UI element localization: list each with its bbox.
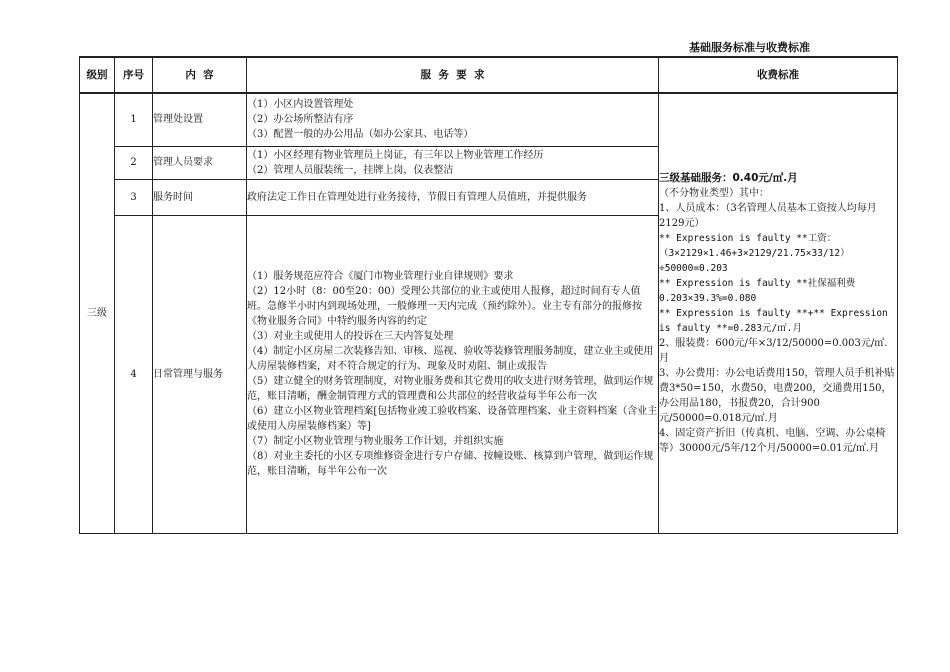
level-cell: 三级 xyxy=(80,93,115,533)
fee-line: ** Expression is faulty **社保福利费0.203×39.3%=0.080 xyxy=(659,277,856,304)
requirement-line: （7）制定小区物业管理与物业服务工作计划，并组织实施 xyxy=(247,436,504,447)
fee-line: 3、办公费用：办公电话费用150，管理人员手机补贴费3*50=150，水费50，电费200，交通费用150，办公用品180，书报费20，合计900元/50000=0.018元/㎡.月 xyxy=(659,367,895,424)
seq-cell: 1 xyxy=(115,93,153,146)
requirement-line: （5）建立健全的财务管理制度，对物业服务费和其它费用的收支进行财务管理，做到运作规范，账目清晰，酬金制管理方式的管理费和公共部位的经营收益每半年公布一次 xyxy=(247,376,654,402)
table-row xyxy=(80,93,898,146)
header-content: 内 容 xyxy=(153,57,247,93)
requirement-cell xyxy=(247,146,659,179)
requirement-line: 政府法定工作日在管理处进行业务接待，节假日有管理人员值班，并提供服务 xyxy=(247,191,587,203)
requirement-line: （6）建立小区物业管理档案[包括物业竣工验收档案、设备管理档案、业主资料档案（含业主或使用人房屋装修档案）等] xyxy=(247,406,658,432)
requirement-cell xyxy=(247,93,659,146)
item-cell: 日常管理与服务 xyxy=(153,215,247,533)
service-standard-table xyxy=(79,56,898,534)
requirement-cell xyxy=(247,215,659,533)
requirement-line: （1）小区经理有物业管理员上岗证，有三年以上物业管理工作经历 xyxy=(247,149,544,161)
item-cell: 管理人员要求 xyxy=(153,146,247,179)
item-cell: 管理处设置 xyxy=(153,93,247,146)
fee-line: 1、人员成本：（3名管理人员基本工资按人均每月2129元） xyxy=(659,202,877,229)
requirement-line: （8）对业主委托的小区专项维修资金进行专户存储、按幢设账、核算到户管理，做到运作规范，账目清晰，每半年公布一次 xyxy=(247,451,654,477)
header-seq: 序号 xyxy=(115,57,153,93)
requirement-line: （2）办公场所整洁有序 xyxy=(247,114,354,126)
fee-heading: 三级基础服务：0.40元/㎡.月 xyxy=(659,171,798,184)
fee-line: 4、固定资产折旧（传真机、电脑、空调、办公桌椅等）30000元/5年/12个月/50000=0.01元/㎡.月 xyxy=(659,427,886,454)
requirement-line: （3）对业主或使用人的投诉在三天内答复处理 xyxy=(247,331,454,342)
fee-line: ** Expression is faulty **工资：（3×2129×1.46+3×2129/21.75×33/12）÷50000=0.203 xyxy=(659,232,850,274)
header-level: 级别 xyxy=(80,57,115,93)
requirement-cell xyxy=(247,179,659,215)
fee-cell xyxy=(659,93,898,533)
fee-line: ** Expression is faulty **+** Expression is faulty **=0.283元/㎡.月 xyxy=(659,307,888,334)
seq-cell: 2 xyxy=(115,146,153,179)
requirement-line: （4）制定小区房屋二次装修告知、审核、巡视、验收等装修管理服务制度，建立业主或使用人房屋装修档案，对不符合规定的行为、现象及时劝阻、制止或报告 xyxy=(247,346,654,372)
requirement-line: （1）服务规范应符合《厦门市物业管理行业自律规则》要求 xyxy=(247,271,514,282)
fee-line: （不分物业类型）其中： xyxy=(659,187,769,199)
seq-cell: 3 xyxy=(115,179,153,215)
requirement-line: （3）配置一般的办公用品（如办公家具、电话等） xyxy=(247,129,474,141)
requirement-line: （2）12小时（8：00至20：00）受理公共部位的业主或使用人报修，超过时间有专人值班。急修半小时内到现场处理，一般修理一天内完成（预约除外）。业主专有部分的报修按《物业服务合同》中特约服务内容的约定 xyxy=(247,286,642,327)
item-cell: 服务时间 xyxy=(153,179,247,215)
requirement-line: （2）管理人员服装统一，挂牌上岗，仪表整洁 xyxy=(247,164,454,176)
document-title: 基础服务标准与收费标准 xyxy=(689,41,810,54)
header-service: 服 务 要 求 xyxy=(247,57,659,93)
header-fee: 收费标准 xyxy=(659,57,898,93)
seq-cell: 4 xyxy=(115,215,153,533)
requirement-line: （1）小区内设置管理处 xyxy=(247,99,354,111)
table-header-row xyxy=(80,57,898,93)
fee-line: 2、服装费：600元/年×3/12/50000=0.003元/㎡.月 xyxy=(659,337,888,364)
